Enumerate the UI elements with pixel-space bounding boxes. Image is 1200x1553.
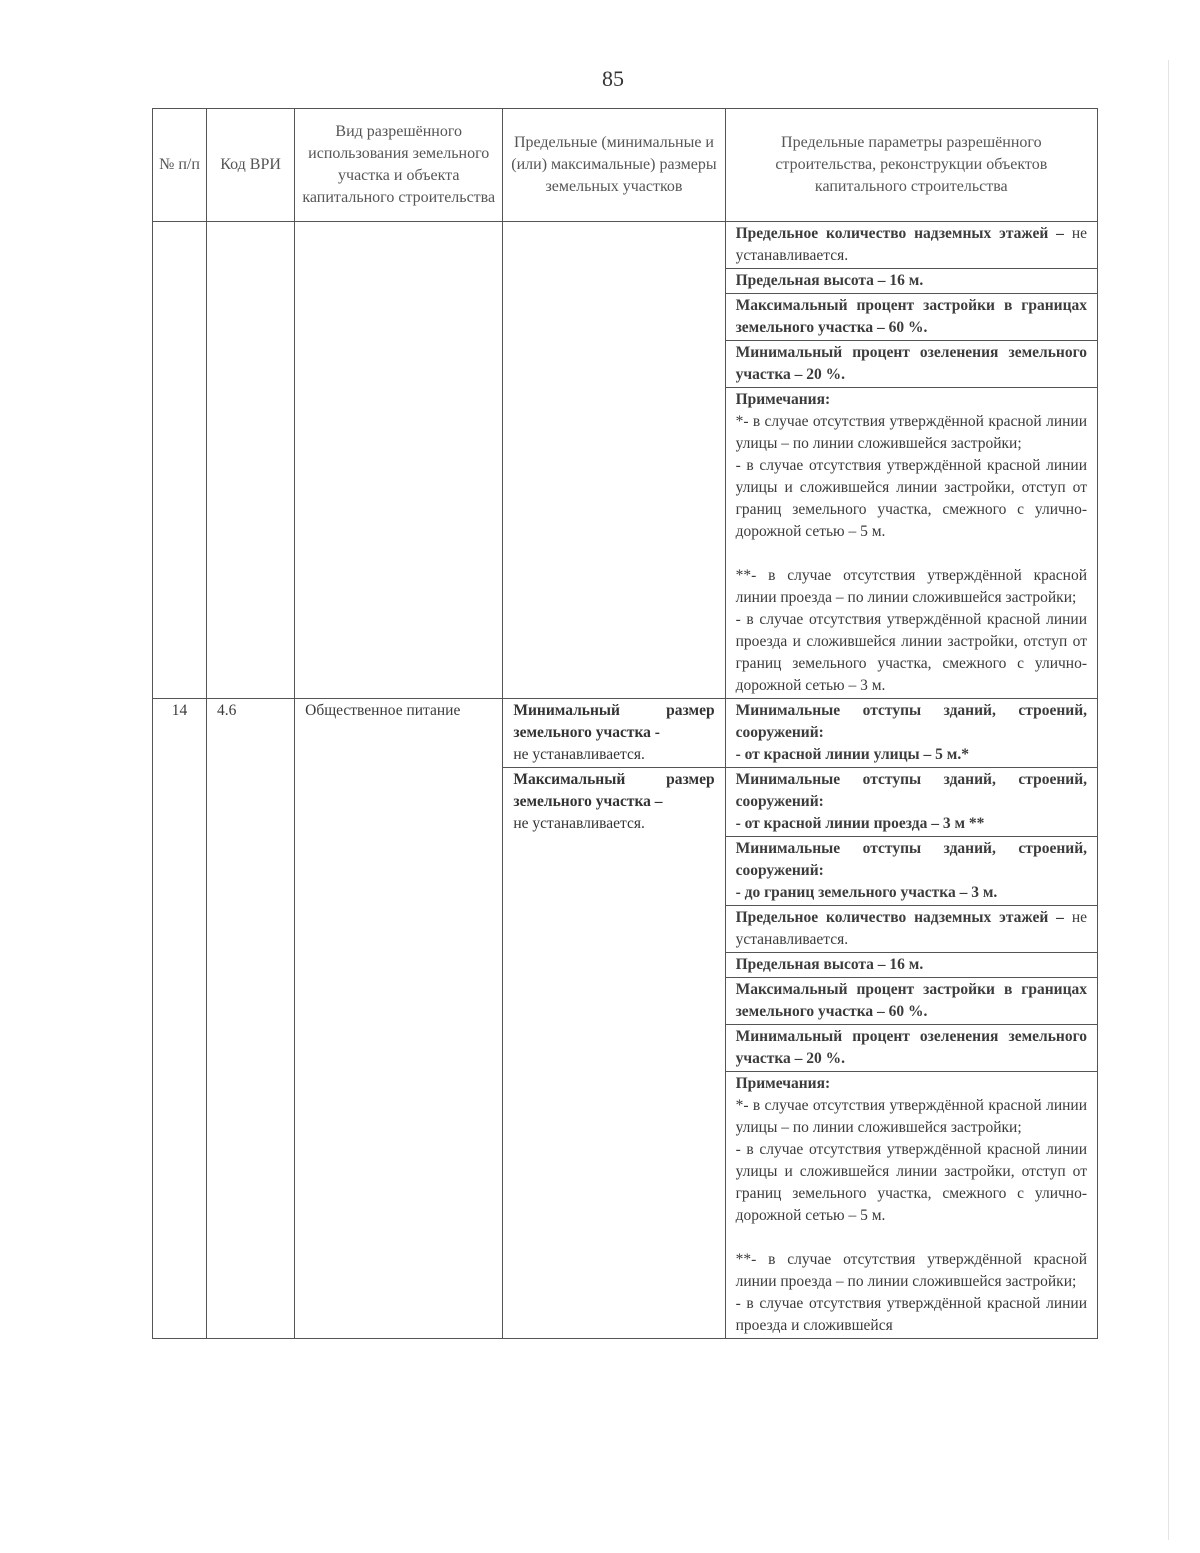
row-use-type: Общественное питание bbox=[295, 699, 503, 1339]
note-item: *- в случае отсутствия утверждённой красной линии улицы – по линии сложившейся застройки; bbox=[735, 1097, 1087, 1136]
setback-border-title: Минимальные отступы зданий, строений, сооружений: bbox=[735, 840, 1087, 879]
param-floors bbox=[725, 222, 1097, 269]
header-plot-sizes: Предельные (минимальные и (или) максимальные) размеры земельных участков bbox=[503, 109, 725, 222]
header-code: Код ВРИ bbox=[207, 109, 295, 222]
setback-street-title: Минимальные отступы зданий, строений, сооружений: bbox=[735, 702, 1087, 741]
empty-cell bbox=[153, 222, 207, 699]
scan-edge-line bbox=[1168, 60, 1169, 1540]
max-plot-size-label: Максимальный размер земельного участка – bbox=[513, 771, 715, 810]
note-item: **- в случае отсутствия утверждённой красной линии проезда – по линии сложившейся застройки; bbox=[735, 1251, 1087, 1290]
min-plot-size bbox=[503, 699, 725, 768]
param-floors-value: не устанавливается. bbox=[735, 225, 1087, 264]
max-plot-size-value: не устанавливается. bbox=[513, 815, 645, 832]
note-item: - в случае отсутствия утверждённой красной линии проезда и сложившейся bbox=[735, 1295, 1087, 1334]
setback-border-value: - до границ земельного участка – 3 м. bbox=[735, 884, 998, 901]
max-plot-size bbox=[503, 768, 725, 1339]
param-floors-label: Предельное количество надземных этажей – bbox=[735, 225, 1064, 242]
empty-cell bbox=[295, 222, 503, 699]
note-item: - в случае отсутствия утверждённой красной линии улицы и сложившейся линии застройки, отступ от границ земельного участка, смежного с улично-дорожной сетью – 5 м. bbox=[735, 457, 1087, 540]
notes-title: Примечания: bbox=[735, 391, 831, 408]
setback-street-value: - от красной линии улицы – 5 м.* bbox=[735, 746, 969, 763]
param-setback-border bbox=[725, 837, 1097, 906]
table-row bbox=[153, 222, 1098, 269]
param-floors-value: не устанавливается. bbox=[735, 909, 1087, 948]
param-coverage: Максимальный процент застройки в границах земельного участка – 60 %. bbox=[725, 294, 1097, 341]
note-item: **- в случае отсутствия утверждённой красной линии проезда – по линии сложившейся застройки; bbox=[735, 567, 1087, 606]
header-num: № п/п bbox=[153, 109, 207, 222]
setback-road-value: - от красной линии проезда – 3 м ** bbox=[735, 815, 985, 832]
setback-road-title: Минимальные отступы зданий, строений, сооружений: bbox=[735, 771, 1087, 810]
header-use-type: Вид разрешённого использования земельного участка и объекта капитального строительства bbox=[295, 109, 503, 222]
param-height: Предельная высота – 16 м. bbox=[725, 269, 1097, 294]
header-building-params: Предельные параметры разрешённого строительства, реконструкции объектов капитального строительства bbox=[725, 109, 1097, 222]
row-number: 14 bbox=[153, 699, 207, 1339]
table-header-row bbox=[153, 109, 1098, 222]
notes-cell bbox=[725, 1072, 1097, 1339]
param-floors-label: Предельное количество надземных этажей – bbox=[735, 909, 1064, 926]
regulations-table bbox=[152, 108, 1098, 1339]
note-item: - в случае отсутствия утверждённой красной линии улицы и сложившейся линии застройки, отступ от границ земельного участка, смежного с улично-дорожной сетью – 5 м. bbox=[735, 1141, 1087, 1224]
empty-cell bbox=[503, 222, 725, 699]
min-plot-size-label: Минимальный размер земельного участка - bbox=[513, 702, 715, 741]
param-coverage: Максимальный процент застройки в границах земельного участка – 60 %. bbox=[725, 978, 1097, 1025]
notes-title: Примечания: bbox=[735, 1075, 831, 1092]
table-row bbox=[153, 699, 1098, 768]
param-setback-road bbox=[725, 768, 1097, 837]
note-item: *- в случае отсутствия утверждённой красной линии улицы – по линии сложившейся застройки; bbox=[735, 413, 1087, 452]
param-floors bbox=[725, 906, 1097, 953]
min-plot-size-value: не устанавливается. bbox=[513, 746, 645, 763]
note-item: - в случае отсутствия утверждённой красной линии проезда и сложившейся линии застройки, отступ от границ земельного участка, смежного с улично-дорожной сетью – 3 м. bbox=[735, 611, 1087, 694]
row-code: 4.6 bbox=[207, 699, 295, 1339]
param-greenery: Минимальный процент озеленения земельного участка – 20 %. bbox=[725, 1025, 1097, 1072]
empty-cell bbox=[207, 222, 295, 699]
param-greenery: Минимальный процент озеленения земельного участка – 20 %. bbox=[725, 341, 1097, 388]
page-number: 85 bbox=[602, 66, 624, 91]
param-height: Предельная высота – 16 м. bbox=[725, 953, 1097, 978]
param-setback-street bbox=[725, 699, 1097, 768]
notes-cell bbox=[725, 388, 1097, 699]
